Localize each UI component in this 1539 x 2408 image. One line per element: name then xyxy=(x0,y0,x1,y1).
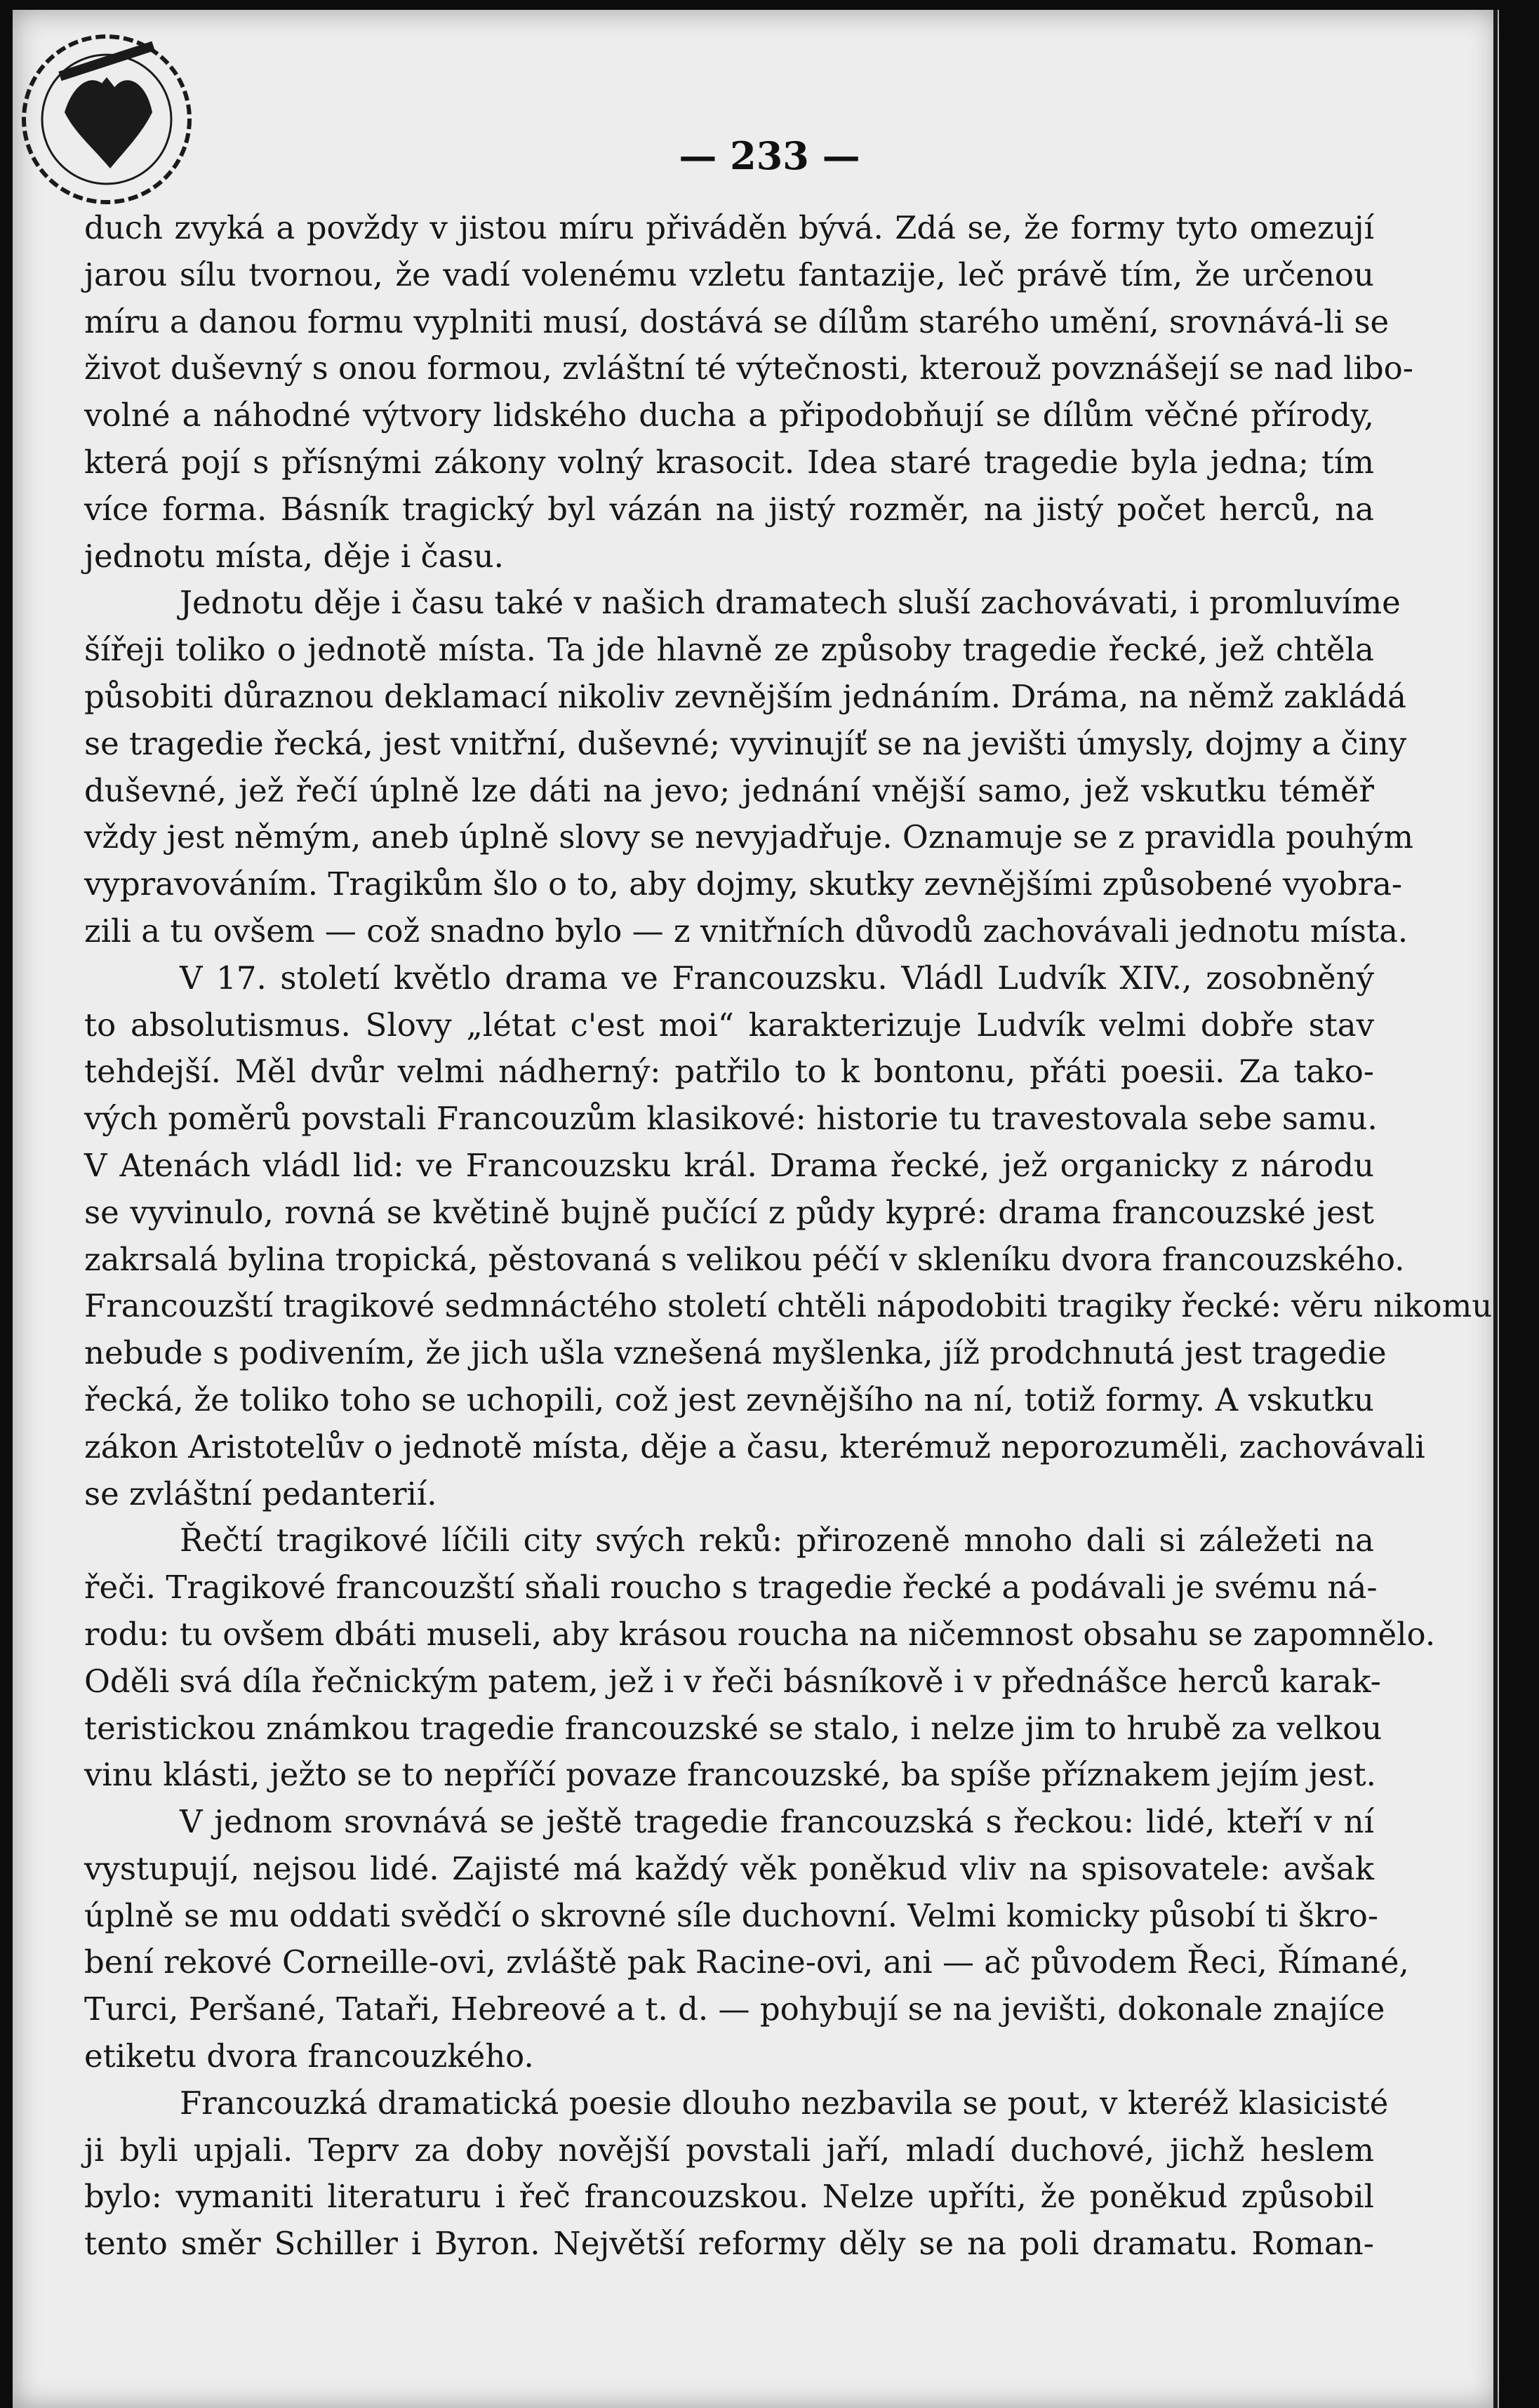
text-line: šířeji toliko o jednotě místa. Ta jde hlavně ze způsoby tragedie řecké, jež chtěla xyxy=(84,631,1374,669)
page-edge xyxy=(1493,10,1498,2408)
text-line: život duševný s onou formou, zvláštní té výtečnosti, kterouž povznášejí se nad libo- xyxy=(84,350,1413,387)
text-line: bylo: vymaniti literaturu i řeč francouzskou. Nelze upříti, že poněkud způsobil xyxy=(84,2178,1374,2216)
text-line: bení rekové Corneille-ovi, zvláště pak Racine-ovi, ani — ač původem Řeci, Římané, xyxy=(84,1943,1409,1981)
text-line: zákon Aristotelův o jednotě místa, děje a času, kterémuž neporozuměli, zachovávali xyxy=(84,1428,1425,1465)
body-text xyxy=(84,205,1493,2268)
text-line: teristickou známkou tragedie francouzské se stalo, i nelze jim to hrubě za velkou xyxy=(84,1709,1383,1747)
text-line: etiketu dvora francouzkého. xyxy=(84,2037,534,2075)
text-line: V Atenách vládl lid: ve Francouzsku král. Drama řecké, jež organicky z národu xyxy=(84,1146,1374,1184)
text-line: duch zvyká a povždy v jistou míru přiváděn bývá. Zdá se, že formy tyto omezují xyxy=(84,209,1374,246)
text-line: která pojí s přísnými zákony volný krasocit. Idea staré tragedie byla jedna; tím xyxy=(84,443,1374,481)
text-line: řeči. Tragikové francouzští sňali roucho s tragedie řecké a podávali je svému ná- xyxy=(84,1569,1378,1607)
text-line: rodu: tu ovšem dbáti museli, aby krásou roucha na ničemnost obsahu se zapomnělo. xyxy=(84,1615,1436,1653)
text-line: se zvláštní pedanterií. xyxy=(84,1475,437,1512)
text-line: vždy jest němým, aneb úplně slovy se nevyjadřuje. Oznamuje se z pravidla pouhým xyxy=(84,818,1414,856)
text-line: Francouzká dramatická poesie dlouho nezbavila se pout, v kteréž klasicisté xyxy=(180,2084,1389,2122)
text-line: V 17. století květlo drama ve Francouzsku. Vládl Ludvík XIV., zosobněný xyxy=(180,959,1374,997)
page-number: — 233 — xyxy=(679,133,860,178)
text-line: tehdejší. Měl dvůr velmi nádherný: patřilo to k bontonu, přáti poesii. Za tako- xyxy=(84,1053,1374,1091)
text-line: Řečtí tragikové líčili city svých reků: přirozeně mnoho dali si záležeti na xyxy=(180,1522,1374,1559)
text-line: volné a náhodné výtvory lidského ducha a připodobňují se dílům věčné přírody, xyxy=(84,397,1374,434)
text-line: vých poměrů povstali Francouzům klasikové: historie tu travestovala sebe samu. xyxy=(84,1100,1378,1138)
text-line: úplně se mu oddati svědčí o skrovné síle duchovní. Velmi komicky působí ti škro- xyxy=(84,1896,1379,1934)
text-line: to absolutismus. Slovy „létat c'est moi“ karakterizuje Ludvík velmi dobře stav xyxy=(84,1006,1374,1044)
text-line: působiti důraznou deklamací nikoliv zevnějším jednáním. Dráma, na němž zakládá xyxy=(84,677,1406,715)
text-line: Jednotu děje i času také v našich dramatech sluší zachovávati, i promluvíme xyxy=(180,584,1401,622)
text-line: více forma. Básník tragický byl vázán na jistý rozměr, na jistý počet herců, na xyxy=(84,490,1374,528)
text-line: tento směr Schiller i Byron. Největší reformy děly se na poli dramatu. Roman- xyxy=(84,2225,1374,2263)
text-line: vystupují, nejsou lidé. Zajisté má každý věk poněkud vliv na spisovatele: avšak xyxy=(84,1849,1374,1887)
text-line: zili a tu ovšem — což snadno bylo — z vnitřních důvodů zachovávali jednotu místa. xyxy=(84,912,1408,950)
text-line: Francouzští tragikové sedmnáctého století chtěli nápodobiti tragiky řecké: věru nikomu xyxy=(84,1287,1493,1325)
text-line: míru a danou formu vyplniti musí, dostává se dílům starého umění, srovnává-li se xyxy=(84,302,1390,340)
text-line: vypravováním. Tragikům šlo o to, aby dojmy, skutky zevnějšími způsobené vyobra- xyxy=(84,865,1403,903)
text-line: V jednom srovnává se ještě tragedie francouzská s řeckou: lidé, kteří v ní xyxy=(180,1803,1374,1841)
text-line: Oděli svá díla řečnickým patem, jež i v řeči básníkově i v přednášce herců karak- xyxy=(84,1662,1381,1700)
text-line: se vyvinulo, rovná se květině bujně pučící z půdy kypré: drama francouzské jest xyxy=(84,1193,1374,1231)
text-line: jarou sílu tvornou, že vadí volenému vzletu fantazije, leč právě tím, že určenou xyxy=(84,255,1374,293)
text-line: se tragedie řecká, jest vnitřní, duševné; vyvinujíť se na jevišti úmysly, dojmy a činy xyxy=(84,724,1407,762)
text-line: zakrsalá bylina tropická, pěstovaná s velikou péčí v skleníku dvora francouzského. xyxy=(84,1240,1405,1278)
text-line: ji byli upjali. Teprv za doby novější povstali jaří, mladí duchové, jichž heslem xyxy=(84,2131,1374,2169)
text-line: Turci, Peršané, Tataři, Hebreové a t. d. — pohybují se na jevišti, dokonale znajíce xyxy=(84,1990,1385,2028)
text-line: nebude s podivením, že jich ušla vznešená myšlenka, jíž prodchnutá jest tragedie xyxy=(84,1334,1387,1372)
text-line: vinu klásti, ježto se to nepříčí povaze francouzské, ba spíše příznakem jejím jest. xyxy=(84,1756,1376,1794)
text-line: jednotu místa, děje i času. xyxy=(84,537,504,575)
text-line: řecká, že toliko toho se uchopili, což jest zevnějšího na ní, totiž formy. A vskutku xyxy=(84,1381,1374,1418)
text-line: duševné, jež řečí úplně lze dáti na jevo; jednání vnější samo, jež vskutku téměř xyxy=(84,771,1374,809)
